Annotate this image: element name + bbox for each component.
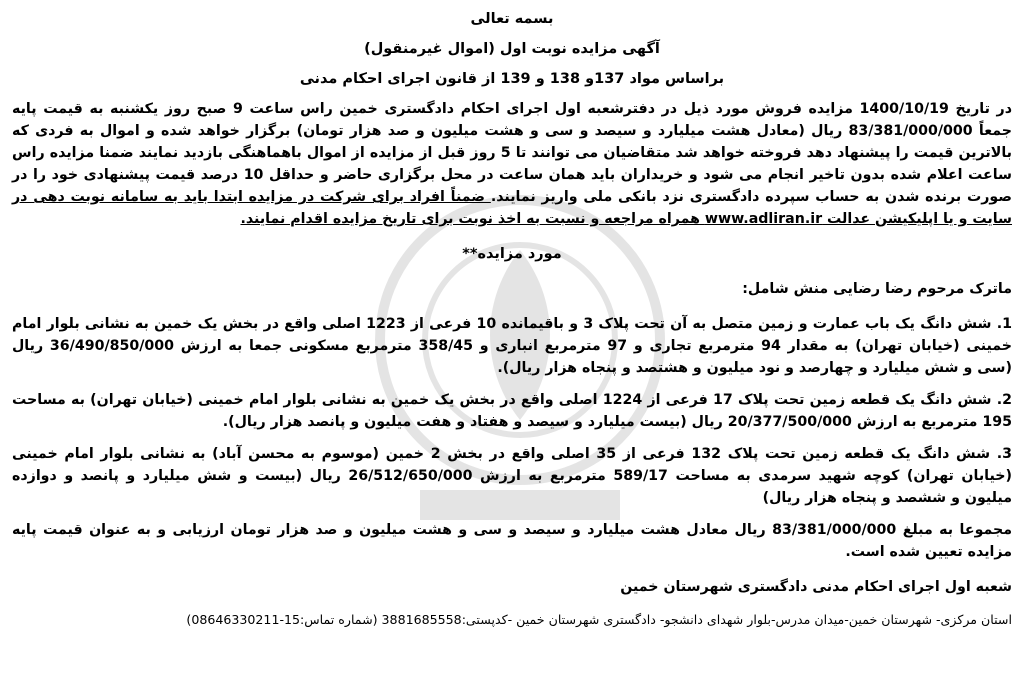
auction-item-3: 3. شش دانگ یک قطعه زمین تحت پلاک 132 فرعی از 35 اصلی واقع در بخش 2 خمین (موسوم به محسن آباد) به نشانی بلوار امام خمینی (خیابان تهران) کوچه شهید سرمدی به مساحت 589/17 مترمربع به ارزش 26/512/650/000 ریال (بیست و شش میلیارد و پانصد و دوازده میلیون و ششصد و پنجاه هزار ریال) <box>12 445 1013 506</box>
owner-line: ماترک مرحوم رضا رضایی منش شامل: <box>742 280 1012 297</box>
auction-subject-heading: مورد مزایده** <box>462 246 562 262</box>
auction-item-1-text: شش دانگ یک باب عمارت و زمین متصل به آن تحت پلاک 3 و باقیمانده 10 فرعی از 1223 اصلی واقع در بخش یک خمین به نشانی بلوار امام خمینی (خیابان تهران) به مقدار 94 مترمربع تجاری و 97 مترمربع انباری و 358/45 مترمربع مسکونی جمعا به ارزش 36/490/850/000 ریال (سی و شش میلیارد و چهارصد و نود میلیون و هشتصد و پنجاه هزار ریال). <box>12 315 1013 376</box>
notice-title: آگهی مزایده نوبت اول (اموال غیرمنقول) <box>364 41 660 57</box>
total-paragraph: مجموعا به مبلغ 83/381/000/000 ریال معادل هشت میلیارد و سیصد و سی و هشت میلیون و صد هزار تومان ارزیابی و به عنوان قیمت پایه مزایده تعیین شده است. <box>12 521 1012 560</box>
intro-underlined-note: ضمناً افراد برای شرکت در مزایده ابتدا باید به سامانه نوبت دهی در سایت و یا اپلیکیشن عدالت www.adliran.ir همراه مراجعه و نسبت به اخذ نوبت برای تاریخ مزایده اقدام نمایند. <box>12 189 1012 227</box>
contact-address: استان مرکزی- شهرستان خمین-میدان مدرس-بلوار شهدای دانشجو- دادگستری شهرستان خمین -کدپستی:3881685558 (شماره تماس:15-08646330211) <box>186 611 1012 627</box>
auction-item-1: 1. شش دانگ یک باب عمارت و زمین متصل به آن تحت پلاک 3 و باقیمانده 10 فرعی از 1223 اصلی واقع در بخش یک خمین به نشانی بلوار امام خمینی (خیابان تهران) به مقدار 94 مترمربع تجاری و 97 مترمربع انباری و 358/45 مترمربع مسکونی جمعا به ارزش 36/490/850/000 ریال (سی و شش میلیارد و چهارصد و نود میلیون و هشتصد و پنجاه هزار ریال). <box>12 315 1013 376</box>
intro-text: در تاریخ 1400/10/19 مزایده فروش مورد ذیل در دفترشعبه اول اجرای احکام دادگستری خمین راس ساعت 9 صبح روز یکشنبه به قیمت پایه جمعاً 83/381/000/000 ریال (معادل هشت میلیارد و سیصد و سی و هشت میلیون و صد هزار تومان) برگزار خواهد شده و اموال به فردی که بالاترین قیمت را پیشنهاد دهد فروخته خواهد شد متقاضیان می توانند تا 5 روز قبل از مزایده از اموال باهماهنگی بازدید نمایند ضمنا مزایده راس ساعت اعلام شده بدون تاخیر انجام می شود و خریداران باید همان ساعت در محل برگزاری حاضر و حداقل 10 درصد قیمت پیشنهادی خود را در صورت برنده شدن به حساب سپرده دادگستری نزد بانکی ملی واریز نمایند. <box>12 101 1013 205</box>
auction-item-2-text: شش دانگ یک قطعه زمین تحت پلاک 17 فرعی از 1224 اصلی واقع در بخش یک خمین به نشانی بلوار امام خمینی (خیابان تهران) به مساحت 195 مترمربع به ارزش 20/377/500/000 ریال (بیست میلیارد و سیصد و هفتاد و هفت میلیون و پانصد هزار ریال). <box>12 391 1012 430</box>
auction-item-2: 2. شش دانگ یک قطعه زمین تحت پلاک 17 فرعی از 1224 اصلی واقع در بخش یک خمین به نشانی بلوار امام خمینی (خیابان تهران) به مساحت 195 مترمربع به ارزش 20/377/500/000 ریال (بیست میلیارد و سیصد و هفتاد و هفت میلیون و پانصد هزار ریال). <box>12 391 1012 430</box>
auction-item-3-text: شش دانگ یک قطعه زمین تحت پلاک 132 فرعی از 35 اصلی واقع در بخش 2 خمین (موسوم به محسن آباد) به نشانی بلوار امام خمینی (خیابان تهران) کوچه شهید سرمدی به مساحت 589/17 مترمربع به ارزش 26/512/650/000 ریال (بیست و شش میلیارد و پانصد و دوازده میلیون و ششصد و پنجاه هزار ریال) <box>12 445 1013 506</box>
basmala: بسمه تعالی <box>470 11 554 27</box>
intro-paragraph <box>12 98 1012 230</box>
legal-basis: براساس مواد 137و 138 و 139 از قانون اجرای احکام مدنی <box>299 71 725 87</box>
issuer-signature: شعبه اول اجرای احکام مدنی دادگستری شهرستان خمین <box>620 578 1012 595</box>
